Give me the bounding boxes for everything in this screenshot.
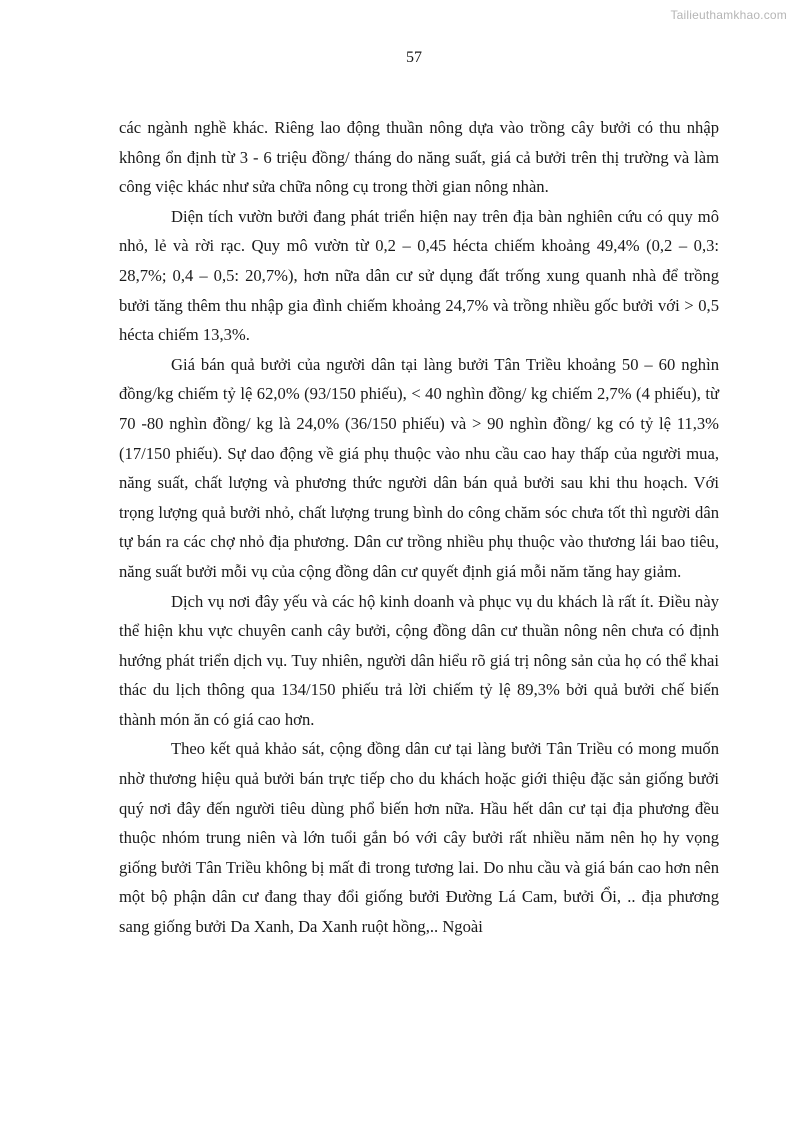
paragraph-5: Theo kết quả khảo sát, cộng đồng dân cư tại làng bưởi Tân Triều có mong muốn nhờ thương hiệu quả bưởi bán trực tiếp cho du khách hoặc giới thiệu đặc sản giống bưởi quý nơi đây đến người tiêu dùng phổ biến hơn nữa. Hầu hết dân cư tại địa phương đều thuộc nhóm trung niên và lớn tuổi gắn bó với cây bưởi rất nhiều năm nên họ hy vọng giống bưởi Tân Triều không bị mất đi trong tương lai. Do nhu cầu và giá bán cao hơn nên một bộ phận dân cư đang thay đổi giống bưởi Đường Lá Cam, bưởi Ổi, .. địa phương sang giống bưởi Da Xanh, Da Xanh ruột hồng,.. Ngoài [119, 739, 719, 937]
watermark: Tailieuthamkhao.com [670, 8, 787, 22]
paragraph-4: Dịch vụ nơi đây yếu và các hộ kinh doanh và phục vụ du khách là rất ít. Điều này thể hiện khu vực chuyên canh cây bưởi, cộng đồng dân cư thuần nông nên chưa có định hướng phát triển dịch vụ. Tuy nhiên, người dân hiểu rõ giá trị nông sản của họ có thể khai thác du lịch thông qua 134/150 phiếu trả lời chiếm tỷ lệ 89,3% bởi quả bưởi chế biến thành món ăn có giá cao hơn. [119, 591, 719, 729]
paragraph-1: các ngành nghề khác. Riêng lao động thuần nông dựa vào trồng cây bưởi có thu nhập không ổn định từ 3 - 6 triệu đồng/ tháng do năng suất, giá cả bưởi trên thị trường và làm công việc khác như sửa chữa nông cụ trong thời gian nông nhàn. [119, 118, 719, 197]
document-body [119, 113, 719, 942]
page-number: 57 [406, 49, 422, 66]
paragraph-3: Giá bán quả bưởi của người dân tại làng bưởi Tân Triều khoảng 50 – 60 nghìn đồng/kg chiếm tỷ lệ 62,0% (93/150 phiếu), < 40 nghìn đồng/ kg chiếm 2,7% (4 phiếu), từ 70 -80 nghìn đồng/ kg là 24,0% (36/150 phiếu) và > 90 nghìn đồng/ kg có tỷ lệ 11,3% (17/150 phiếu). Sự dao động về giá phụ thuộc vào nhu cầu cao hay thấp của người mua, năng suất, chất lượng và phương thức người dân bán quả bưởi sau khi thu hoạch. Với trọng lượng quả bưởi nhỏ, chất lượng trung bình do công chăm sóc chưa tốt thì người dân tự bán ra các chợ nhỏ địa phương. Dân cư trồng nhiều phụ thuộc vào thương lái bao tiêu, năng suất bưởi mỗi vụ của cộng đồng dân cư quyết định giá mỗi năm tăng hay giảm. [119, 354, 719, 581]
paragraph-2: Diện tích vườn bưởi đang phát triển hiện nay trên địa bàn nghiên cứu có quy mô nhỏ, lẻ và rời rạc. Quy mô vườn từ 0,2 – 0,45 hécta chiếm khoảng 49,4% (0,2 – 0,3: 28,7%; 0,4 – 0,5: 20,7%), hơn nữa dân cư sử dụng đất trống xung quanh nhà để trồng bưởi tăng thêm thu nhập gia đình chiếm khoảng 24,7% và trồng nhiều gốc bưởi với > 0,5 hécta chiếm 13,3%. [119, 206, 719, 345]
